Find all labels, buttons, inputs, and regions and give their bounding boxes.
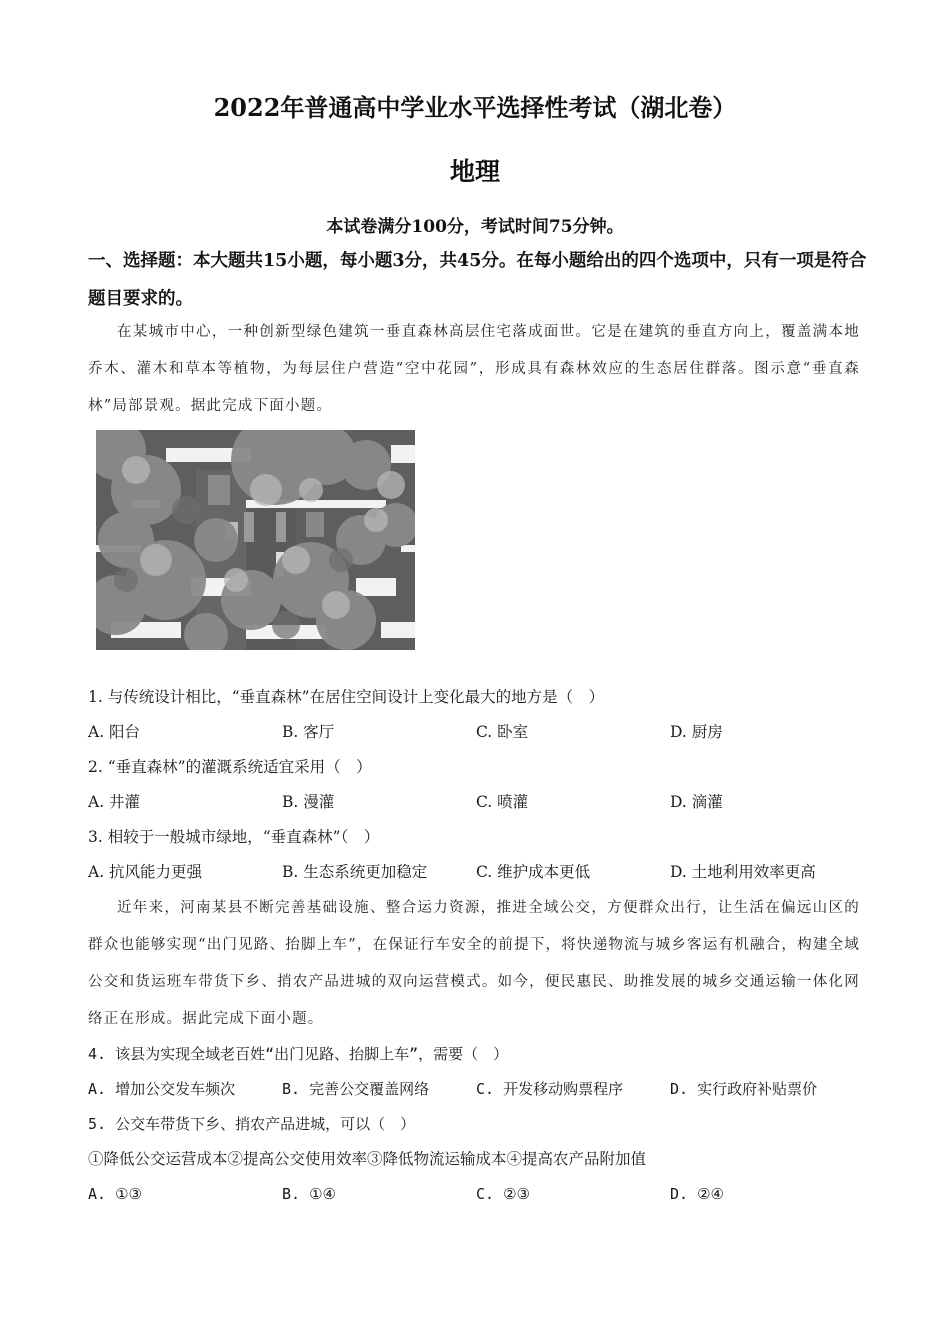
question-4-option-b: B. 完善公交覆盖网络 — [282, 1080, 430, 1098]
question-5-options — [88, 1182, 868, 1206]
question-5-option-a: A. ①③ — [88, 1185, 142, 1203]
vertical-forest-photo — [96, 430, 415, 650]
question-3-option-b: B. 生态系统更加稳定 — [282, 863, 428, 881]
question-1-option-c: C. 卧室 — [476, 723, 529, 741]
question-1-options — [88, 720, 868, 744]
question-3-options — [88, 860, 868, 884]
question-4-option-d: D. 实行政府补贴票价 — [670, 1080, 818, 1098]
question-5-option-c: C. ②③ — [476, 1185, 530, 1203]
question-5-option-b: B. ①④ — [282, 1185, 336, 1203]
question-2-option-d: D. 滴灌 — [670, 793, 723, 811]
question-1-option-a: A. 阳台 — [88, 723, 141, 741]
question-4-stem: 4. 该县为实现全域老百姓“出门见路、抬脚上车”，需要（ ） — [88, 1045, 509, 1063]
passage-county-bus: 近年来，河南某县不断完善基础设施、整合运力资源，推进全域公交，方便群众出行，让生活在偏远山区的群众也能够实现“出门见路、抬脚上车”，在保证行车安全的前提下，将快递物流与城乡客运有机融合，构建全域公交和货运班车带货下乡、捎农产品进城的双向运营模式。如今，便民惠民、助推发展的城乡交通运输一体化网络正在形成。据此完成下面小题。 — [88, 900, 860, 1027]
question-1-stem: 1. 与传统设计相比，“垂直森林”在居住空间设计上变化最大的地方是（ ） — [88, 688, 605, 706]
question-5-option-d: D. ②④ — [670, 1185, 724, 1203]
question-4-options — [88, 1077, 868, 1101]
question-2-option-a: A. 井灌 — [88, 793, 141, 811]
exam-title: 2022年普通高中学业水平选择性考试（湖北卷） — [213, 93, 737, 122]
question-3-stem: 3. 相较于一般城市绿地，“垂直森林”（ ） — [88, 828, 380, 846]
passage-vertical-forest: 在某城市中心，一种创新型绿色建筑一垂直森林高层住宅落成面世。它是在建筑的垂直方向上，覆盖满本地乔木、灌木和草本等植物，为每层住户营造“空中花园”，形成具有森林效应的生态居住群落。图示意“垂直森林”局部景观。据此完成下面小题。 — [88, 324, 860, 414]
question-2-option-c: C. 喷灌 — [476, 793, 529, 811]
question-5-stem: 5. 公交车带货下乡、捎农产品进城，可以（ ） — [88, 1115, 416, 1133]
question-4-option-c: C. 开发移动购票程序 — [476, 1080, 624, 1098]
question-1-option-b: B. 客厅 — [282, 723, 335, 741]
section-heading: 一、选择题：本大题共15小题，每小题3分，共45分。在每小题给出的四个选项中，只有一项是符合题目要求的。 — [88, 251, 867, 309]
question-3-option-a: A. 抗风能力更强 — [88, 863, 203, 881]
question-5-statements: ①降低公交运营成本②提高公交使用效率③降低物流运输成本④提高农产品附加值 — [88, 1150, 647, 1168]
question-3-option-d: D. 土地利用效率更高 — [670, 863, 816, 881]
exam-info: 本试卷满分100分，考试时间75分钟。 — [326, 217, 624, 237]
subject-title: 地理 — [449, 157, 500, 186]
question-3-option-c: C. 维护成本更低 — [476, 863, 591, 881]
question-1-option-d: D. 厨房 — [670, 723, 723, 741]
question-4-option-a: A. 增加公交发车频次 — [88, 1080, 236, 1098]
question-2-stem: 2. “垂直森林”的灌溉系统适宜采用（ ） — [88, 758, 372, 776]
question-2-options — [88, 790, 868, 814]
question-2-option-b: B. 漫灌 — [282, 793, 335, 811]
